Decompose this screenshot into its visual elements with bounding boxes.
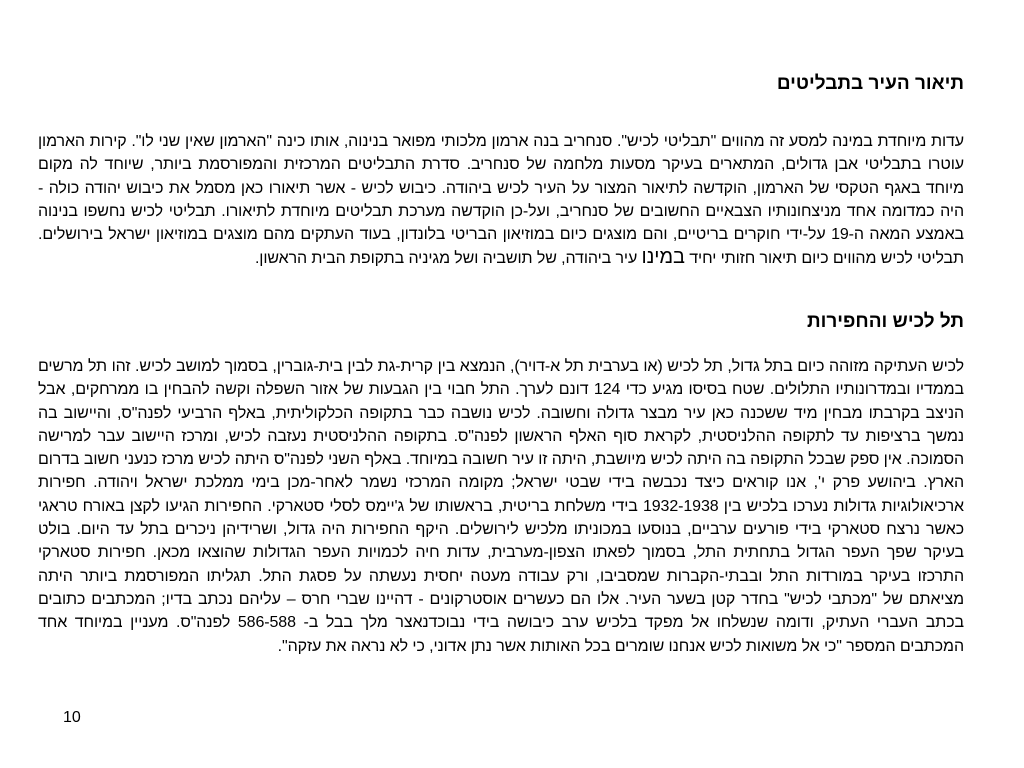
section-title-tel-lachish: תל לכיש והחפירות [806,311,964,332]
page-number: 10 [63,709,81,726]
section-title-relief-description: תיאור העיר בתבליטים [776,73,964,94]
paragraph-reliefs [38,130,964,271]
paragraph-reliefs-emphasis: במינו [641,246,685,269]
paragraph-reliefs-text-end: עיר ביהודה, של תושביה ושל מגיניה בתקופת הבית הראשון. [254,250,642,268]
document-page [38,0,964,768]
paragraph-reliefs-text: עדות מיוחדת במינה למסע זה מהווים "תבליטי לכיש". סנחריב בנה ארמון מלכותי מפואר בנינוה, אותו כינה "הארמון שאין שני לו". קירות הארמון עוטרו בתבליטי אבן גדולים, המתארים בעיקר מסעות מלחמה של סנחריב. סדרת התבליטים המרכזית והמפורסמת ביותר, שיוחד לה מקום מיוחד באגף הטקסי של הארמון, הוקדשה לתיאור המצור על העיר לכיש ביהודה. כיבוש לכיש - אשר תיאורו כאן מסמל את כיבוש יהודה כולה - היה כמדומה אחד מניצחונותיו הצבאיים החשובים של סנחריב, ועל-כן הוקדשה מערכת תבליטים מיוחדת לתיאורו. תבליטי לכיש נחשפו בנינוה באמצע המאה ה-19 על-ידי חוקרים בריטיים, והם מוצגים כיום במוזיאון הבריטי בלונדון, בעוד העתקים מהם מוצגים במוזיאון ישראל בירושלים. תבליטי לכיש מהווים כיום תיאור חזותי יחיד [38,133,964,268]
paragraph-tel-lachish: לכיש העתיקה מזוהה כיום בתל גדול, תל לכיש (או בערבית תל א-דויר), הנמצא בין קרית-גת לבין בית-גוברין, בסמוך למושב לכיש. זהו תל מרשים בממדיו ובמדרונותיו התלולים. שטח בסיסו מגיע כדי 124 דונם לערך. התל חבוי בין הגבעות של אזור השפלה וקשה להבחין בו ממרחקים, אבל הניצב בקרבתו מבחין מיד ששכנה כאן עיר מבצר גדולה וחשובה. לכיש נושבה כבר בתקופה הכלקוליתית, באלף הרביעי לפנה"ס, והיישוב בה נמשך ברציפות עד לתקופה ההלניסטית, לקראת סוף האלף הראשון לפנה"ס. בתקופה ההלניסטית נעזבה לכיש, ומרכז היישוב עבר למרישה הסמוכה. אין ספק שבכל התקופה בה היתה לכיש מיושבת, היתה זו עיר חשובה במיוחד. באלף השני לפנה"ס היתה לכיש מרכז כנעני חשוב בדרום הארץ. ביהושע פרק י', אנו קוראים כיצד נכבשה בידי שבטי ישראל; מקומה המרכזי נשמר לאחר-מכן בימי ממלכת ישראל ויהודה. חפירות ארכיאולוגיות גדולות נערכו בלכיש בין 1932-1938 בידי משלחת בריטית, בראשותו של ג'יימס לסלי סטארקי. החפירות הגיעו לקצן באורח טראגי כאשר נרצח סטארקי בידי פורעים ערביים, בנוסעו במכוניתו מלכיש לירושלים. היקף החפירות היה גדול, ושרידיהן ניכרים בתל עד היום. בולט בעיקר שפך העפר הגדול בתחתית התל, בסמוך לפאתו הצפון-מערבית, עדות חיה לכמויות העפר הגדולות שהוצאו מכאן. חפירות סטארקי התרכזו בעיקר במורדות התל ובבתי-הקברות שמסביבו, ורק עבודה מעטה יחסית נעשתה על פסגת התל. תגליתו המפורסמת ביותר היתה מציאתם של "מכתבי לכיש" בחדר קטן בשער העיר. אלו הם כעשרים אוסטרקונים - דהיינו שברי חרס – עליהם נכתב בדיו; המכתבים כתובים בכתב העברי העתיק, ודומה שנשלחו אל מפקד בלכיש ערב כיבושה בידי נבוכדנאצר מלך בבל ב- 586-588 לפנה"ס. מעניין במיוחד אחד המכתבים המספר "כי אל משואות לכיש אנחנו שומרים בכל האותות אשר נתן אדוני, כי לא נראה את עזקה". [38,358,964,655]
